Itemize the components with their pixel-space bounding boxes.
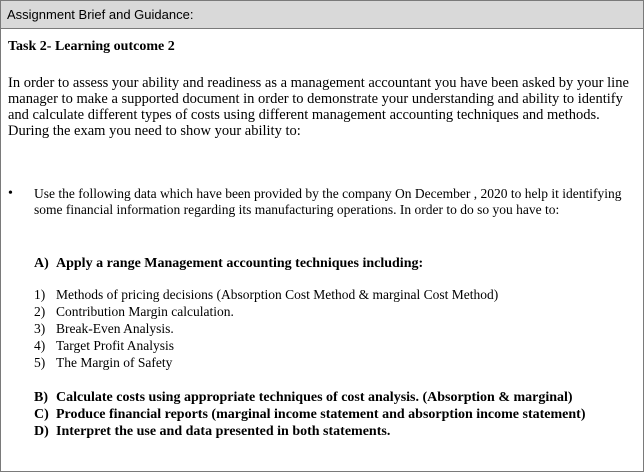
- list-number: 1): [34, 287, 46, 302]
- list-number: 2): [34, 304, 46, 319]
- list-item: [34, 423, 585, 440]
- list-item: [34, 303, 498, 320]
- list-item: [34, 320, 498, 337]
- list-text: Target Profit Analysis: [56, 338, 175, 353]
- list-item: [34, 337, 498, 354]
- list-text: Break-Even Analysis.: [56, 321, 174, 336]
- techniques-list: [34, 286, 498, 371]
- intro-paragraph: In order to assess your ability and readiness as a management accountant you have been asked by your line manager to make a supported document in order to demonstrate your understanding and ability to identify and calculate different types of costs using different management accounting techniques and methods. During the exam you need to show your ability to:: [8, 75, 629, 139]
- list-number: 3): [34, 321, 46, 336]
- section-a-label: A): [34, 256, 49, 271]
- list-text: Contribution Margin calculation.: [56, 304, 234, 319]
- list-letter: D): [34, 424, 49, 439]
- bullet-dot-icon: •: [8, 186, 13, 201]
- list-item: [34, 406, 585, 423]
- list-text: Methods of pricing decisions (Absorption Cost Method & marginal Cost Method): [56, 287, 499, 302]
- brief-header: Assignment Brief and Guidance:: [1, 1, 643, 29]
- tasks-list: [34, 389, 585, 440]
- list-number: 5): [34, 355, 46, 370]
- task-title: Task 2- Learning outcome 2: [8, 39, 175, 54]
- bullet-item: [8, 186, 638, 218]
- section-a-text: Apply a range Management accounting techniques including:: [56, 256, 424, 271]
- list-text: Produce financial reports (marginal income statement and absorption income statement): [56, 407, 586, 422]
- bullet-text: Use the following data which have been provided by the company On December , 2020 to help it identifying some financial information regarding its manufacturing operations. In order to do so you have to:: [34, 186, 622, 217]
- list-item: [34, 354, 498, 371]
- list-letter: C): [34, 407, 49, 422]
- list-letter: B): [34, 390, 48, 405]
- list-text: The Margin of Safety: [56, 355, 173, 370]
- list-text: Calculate costs using appropriate techniques of cost analysis. (Absorption & marginal): [56, 390, 573, 405]
- list-item: [34, 389, 585, 406]
- list-text: Interpret the use and data presented in both statements.: [56, 424, 391, 439]
- section-a-heading: [34, 256, 423, 272]
- list-item: [34, 286, 498, 303]
- list-number: 4): [34, 338, 46, 353]
